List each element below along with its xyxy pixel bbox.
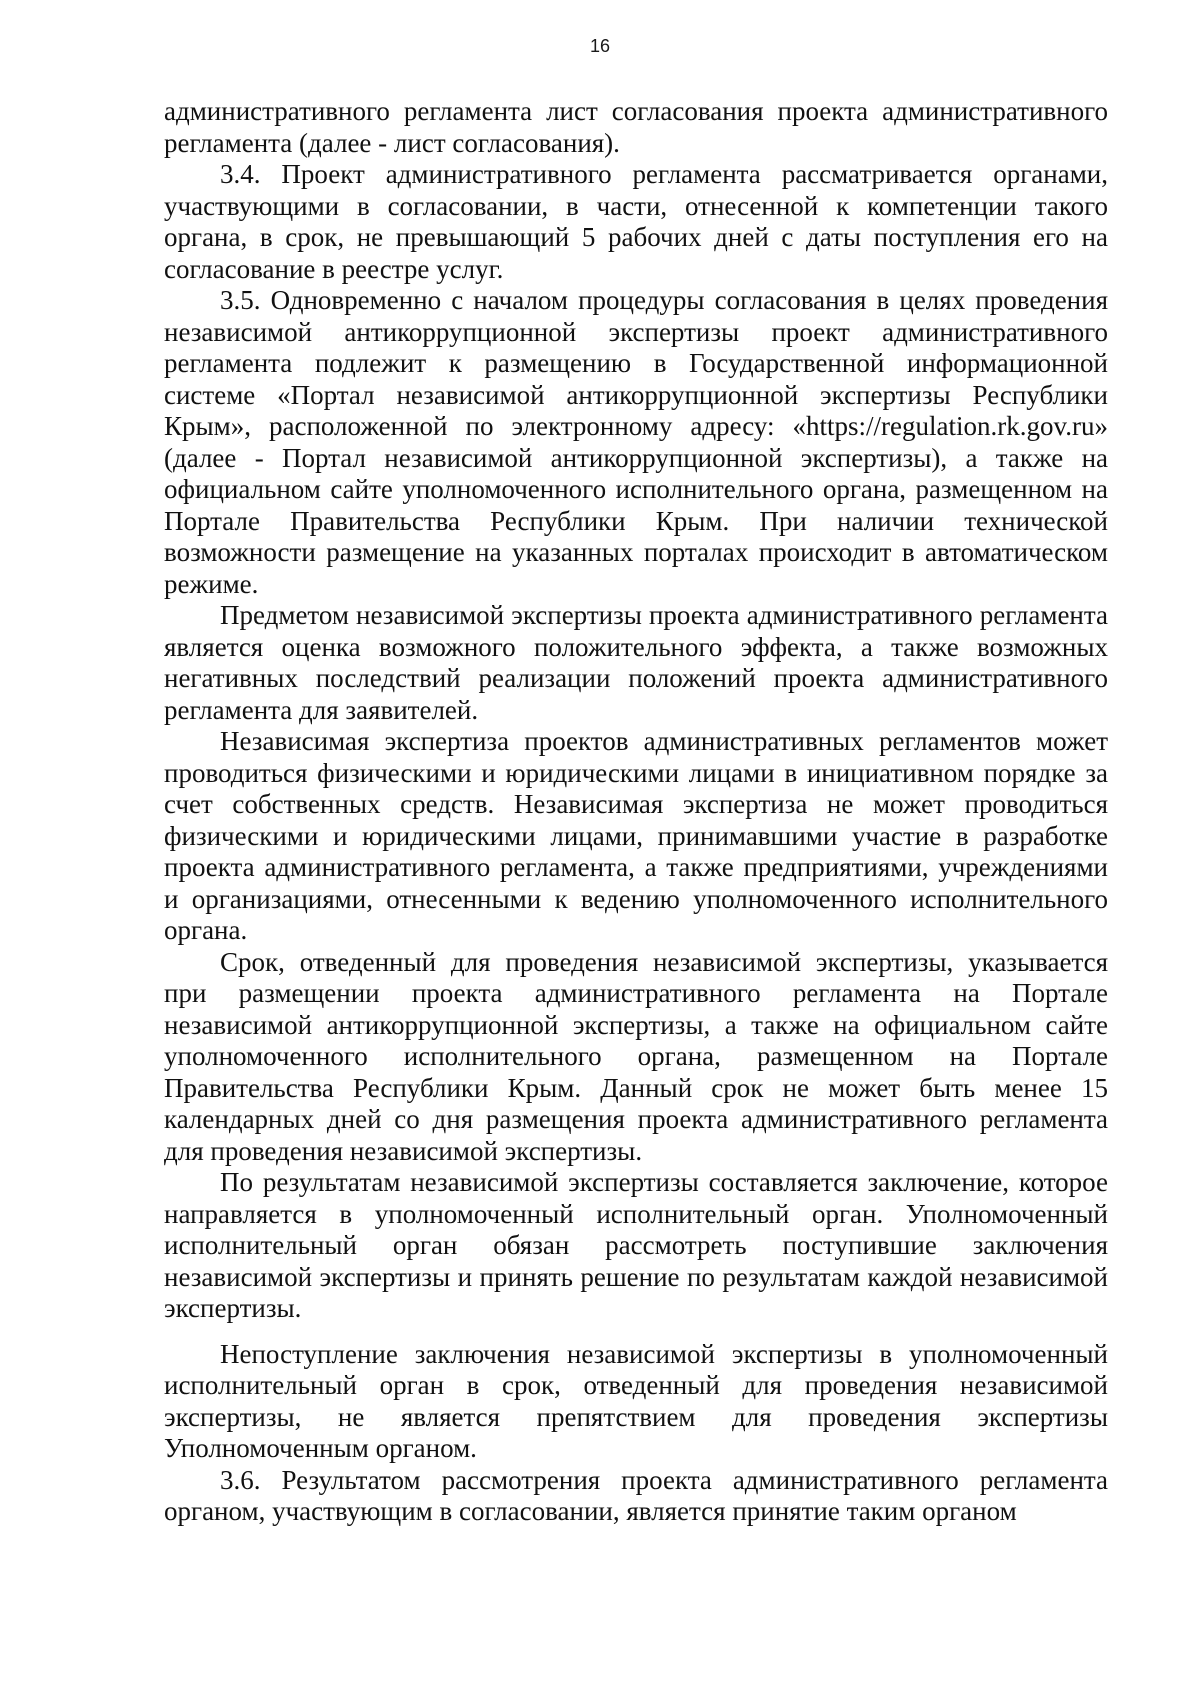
paragraph-expertise-results: По результатам независимой экспертизы составляется заключение, которое направляется в уполномоченный исполнительный орган. Уполномоченный исполнительный орган обязан рассмотреть поступившие заключения независимой экспертизы и принять решение по результатам каждой независимой экспертизы. xyxy=(164,1167,1108,1323)
document-body xyxy=(164,96,1108,1528)
paragraph-expertise-term: Срок, отведенный для проведения независимой экспертизы, указывается при размещении проекта административного регламента на Портале независимой антикоррупционной экспертизы, а также на официальном сайте уполномоченного исполнительного органа, размещенном на Портале Правительства Республики Крым. Данный срок не может быть менее 15 календарных дней со дня размещения проекта административного регламента для проведения независимой экспертизы. xyxy=(164,946,1108,1166)
page-number: 16 xyxy=(589,36,611,56)
paragraph-3-6: 3.6. Результатом рассмотрения проекта административного регламента органом, участвующим в согласовании, является принятие таким органом xyxy=(164,1464,1108,1526)
paragraph-non-receipt: Непоступление заключения независимой экспертизы в уполномоченный исполнительный орган в срок, отведенный для проведения независимой экспертизы, не является препятствием для проведения экспертизы Уполномоченным органом. xyxy=(164,1338,1108,1463)
paragraph-3-4: 3.4. Проект административного регламента рассматривается органами, участвующими в согласовании, в части, отнесенной к компетенции такого органа, в срок, не превышающий 5 рабочих дней с даты поступления его на согласование в реестре услуг. xyxy=(164,159,1108,284)
paragraph-3-5: 3.5. Одновременно с началом процедуры согласования в целях проведения независимой антикоррупционной экспертизы проект административного регламента подлежит к размещению в Государственной информационной системе «Портал независимой антикоррупционной экспертизы Республики Крым», расположенной по электронному адресу: «https://regulation.rk.gov.ru» (далее - Портал независимой антикоррупционной экспертизы), а также на официальном сайте уполномоченного исполнительного органа, размещенном на Портале Правительства Республики Крым. При наличии технической возможности размещение на указанных порталах происходит в автоматическом режиме. xyxy=(164,285,1108,599)
paragraph-continuation: административного регламента лист согласования проекта административного регламента (далее - лист согласования). xyxy=(164,96,1108,158)
paragraph-independent-expertise: Независимая экспертиза проектов административных регламентов может проводиться физическими и юридическими лицами в инициативном порядке за счет собственных средств. Независимая экспертиза не может проводиться физическими и юридическими лицами, принимавшими участие в разработке проекта административного регламента, а также предприятиями, учреждениями и организациями, отнесенными к ведению уполномоченного исполнительного органа. xyxy=(164,726,1108,945)
paragraph-subject-of-expertise: Предметом независимой экспертизы проекта административного регламента является оценка возможного положительного эффекта, а также возможных негативных последствий реализации положений проекта административного регламента для заявителей. xyxy=(164,600,1108,725)
